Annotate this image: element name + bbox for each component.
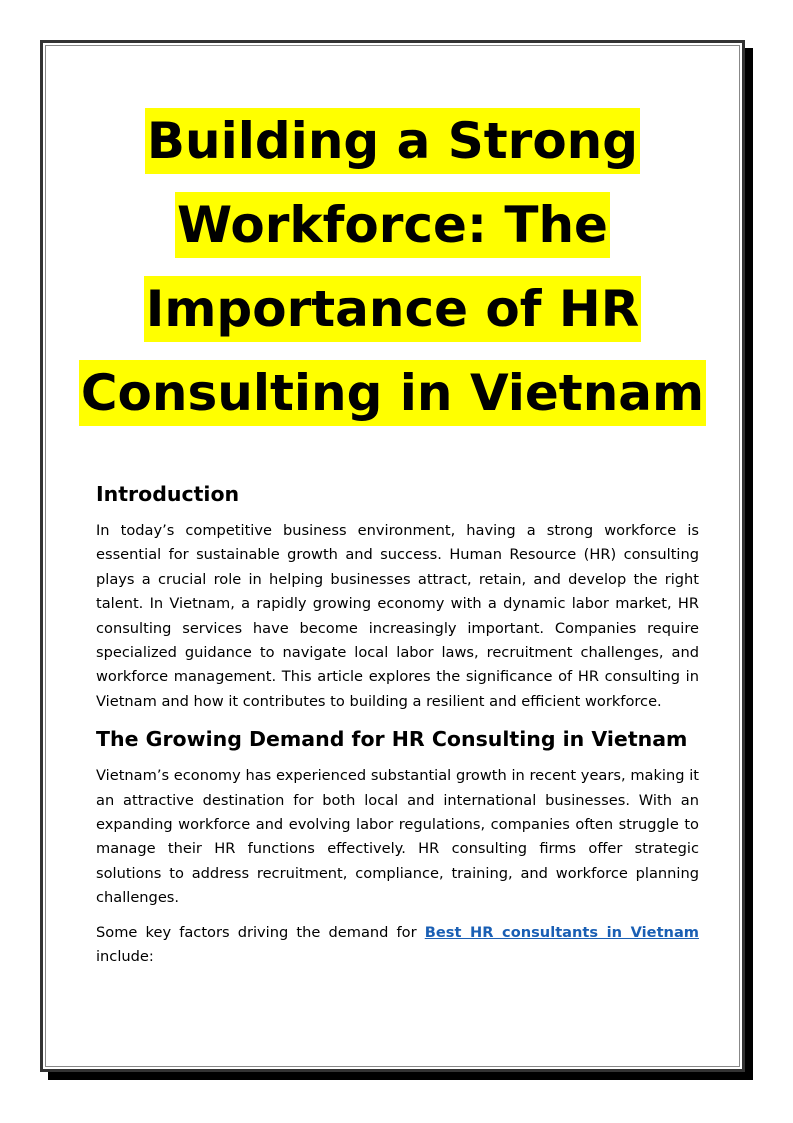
- section-heading-growing-demand: The Growing Demand for HR Consulting in Vietnam: [96, 727, 688, 752]
- section-heading-introduction: Introduction: [96, 482, 240, 506]
- title-highlight: Building a Strong Workforce: The Importance of HR Consulting in Vietnam: [79, 108, 706, 426]
- key-factors-paragraph: [96, 921, 699, 970]
- document-body: [96, 479, 699, 980]
- key-factors-text-after: include:: [96, 948, 154, 966]
- growing-demand-paragraph: Vietnam’s economy has experienced substantial growth in recent years, making it an attractive destination for both local and international businesses. With an expanding workforce and evolving labor regulations, companies often struggle to manage their HR functions effectively. HR consulting firms offer strategic solutions to address recruitment, compliance, training, and workforce planning challenges.: [96, 767, 699, 907]
- best-hr-consultants-link[interactable]: Best HR consultants in Vietnam: [424, 923, 699, 941]
- introduction-paragraph: In today’s competitive business environment, having a strong workforce is essential for sustainable growth and success. Human Resource (HR) consulting plays a crucial role in helping businesses attract, retain, and develop the right talent. In Vietnam, a rapidly growing economy with a dynamic labor market, HR consulting services have become increasingly important. Companies require specialized guidance to navigate local labor laws, recruitment challenges, and workforce management. This article explores the significance of HR consulting in Vietnam and how it contributes to building a resilient and efficient workforce.: [96, 522, 699, 710]
- document-title: [43, 99, 742, 435]
- key-factors-text-before: Some key factors driving the demand for: [96, 923, 425, 941]
- page-frame: [40, 40, 745, 1072]
